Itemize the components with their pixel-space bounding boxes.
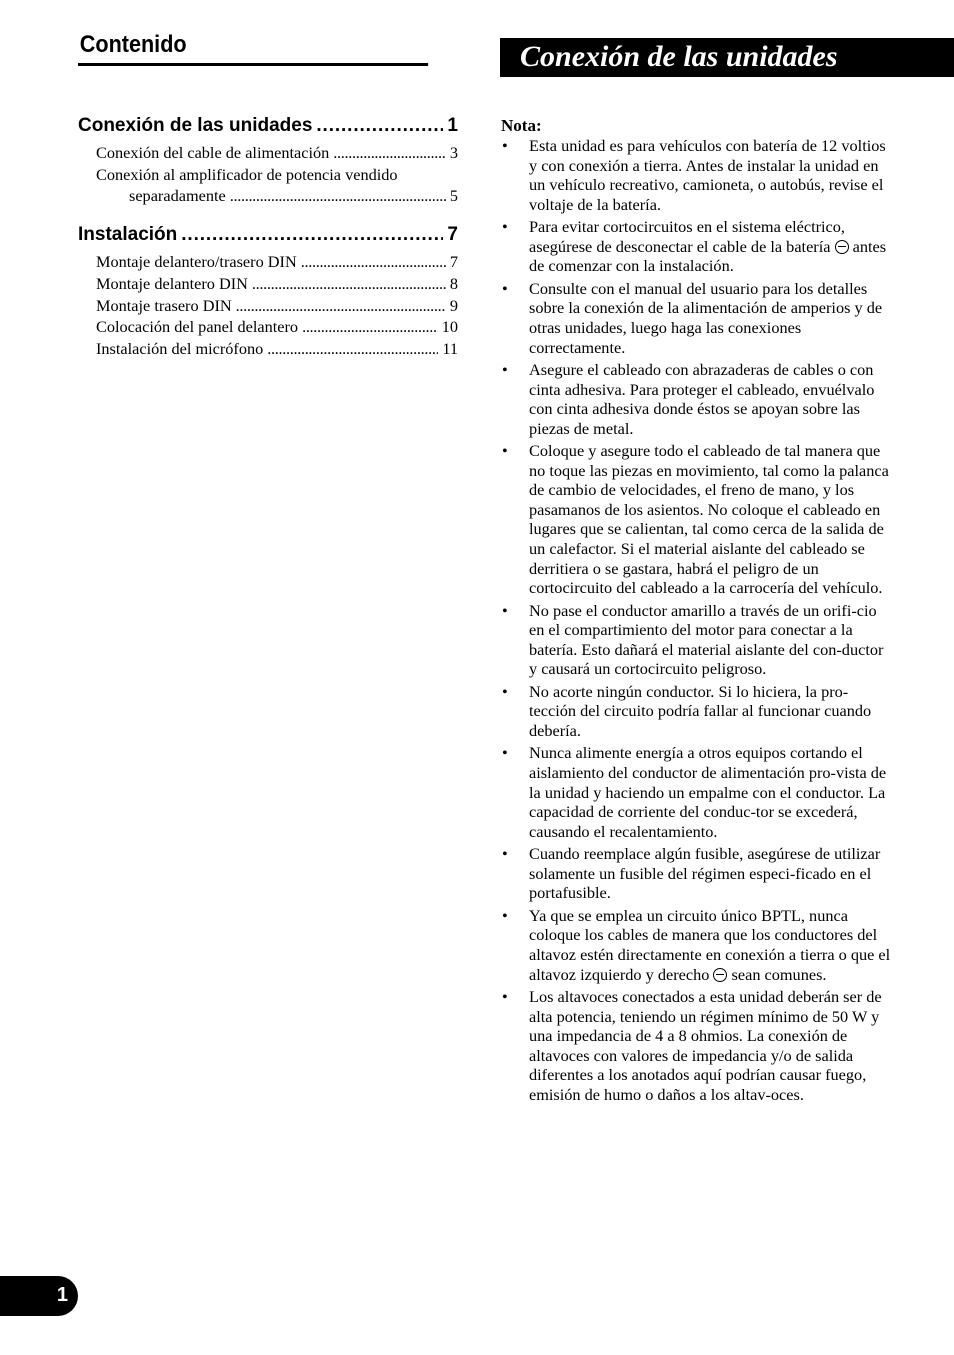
toc-section-connection <box>78 114 458 207</box>
toc-leader-dots <box>230 185 446 207</box>
bullet: • <box>502 905 508 925</box>
toc-entry-label: Montaje trasero DIN <box>96 295 232 315</box>
note-text: No acorte ningún conductor. Si lo hiciera, la pro-tección del circuito podría fallar al funcionar cuando debería. <box>529 681 872 740</box>
bullet: • <box>502 278 508 298</box>
note-text: Coloque y asegure todo el cableado de tal manera que no toque las piezas en movimiento, tal como la palanca de cambio de velocidades, el freno de mano, y los pasamanos de los asientos. No coloque el cableado en lugares que se calientan, tal como cerca de la salida de un calefactor. Si el material aislante del cableado se derritiera o se gastara, habrá el peligro de un cortocircuito del cableado a la carrocería del vehículo. <box>529 441 889 598</box>
toc-entry-front-panel[interactable] <box>78 316 458 338</box>
note-text: antes de comenzar con la instalación. <box>529 236 887 276</box>
list-item <box>501 136 891 214</box>
bullet: • <box>502 217 508 237</box>
toc-page-number: 11 <box>442 338 458 358</box>
toc-heading-installation[interactable] <box>78 223 458 247</box>
toc-entry-din-rear[interactable] <box>78 295 458 317</box>
section-header-bar <box>500 38 954 77</box>
list-item <box>501 987 891 1105</box>
list-item <box>501 360 891 438</box>
toc-entry-label: separadamente <box>129 186 226 206</box>
toc-leader-dots <box>181 223 443 247</box>
toc-entry-microphone[interactable] <box>78 338 458 360</box>
bullet: • <box>502 136 508 155</box>
list-item <box>501 601 891 679</box>
toc-leader-dots <box>316 114 443 138</box>
toc-entry-label: Colocación del panel delantero <box>96 317 299 337</box>
toc-page-number: 5 <box>449 186 458 206</box>
page-number-tab <box>0 1276 78 1316</box>
note-text: sean comunes. <box>731 964 827 984</box>
list-item <box>501 279 891 357</box>
toc-page-number: 7 <box>449 252 458 272</box>
contents-title: Contenido <box>78 28 428 66</box>
note-text: Ya que se emplea un circuito único BPTL, nunca coloque los cables de manera que los conductores del altavoz estén directamente en conexión a tierra o que el altavoz izquierdo y derecho <box>529 905 891 984</box>
bullet: • <box>502 844 508 864</box>
note-text: No pase el conductor amarillo a través de un orifi-cio en el compartimiento del motor para conectar a la batería. Esto dañará el material aislante del con-ductor y causará un cortocircuito peligroso. <box>529 600 884 679</box>
toc-page-number: 8 <box>449 273 458 293</box>
bullet: • <box>502 359 508 379</box>
notes-column <box>501 116 891 1107</box>
toc-section-installation <box>78 223 458 360</box>
note-text: Para evitar cortocircuitos en el sistema eléctrico, asegúrese de desconectar el cable de la batería <box>529 217 845 256</box>
toc-leader-dots <box>301 251 446 273</box>
toc-page-number: 3 <box>449 143 458 162</box>
toc-leader-dots <box>236 295 446 317</box>
toc-leader-dots <box>252 273 446 295</box>
toc-page-number: 7 <box>447 224 458 246</box>
section-header-title: Conexión de las unidades <box>520 40 838 73</box>
toc-heading-label: Instalación <box>78 224 178 246</box>
bullet: • <box>502 441 508 461</box>
list-item <box>501 682 891 741</box>
negative-terminal-icon <box>835 240 849 254</box>
table-of-contents <box>78 114 458 360</box>
toc-entry-din-front[interactable] <box>78 273 458 295</box>
list-item <box>501 906 891 984</box>
negative-terminal-icon <box>713 968 727 982</box>
contents-column <box>78 28 467 376</box>
toc-page-number: 9 <box>449 295 458 315</box>
toc-entry-label: Instalación del micrófono <box>96 338 264 358</box>
note-text: Consulte con el manual del usuario para los detalles sobre la conexión de la alimentación de amperios y de otras unidades, luego haga las conexiones correctamente. <box>529 278 883 357</box>
toc-heading-label: Conexión de las unidades <box>78 115 313 136</box>
list-item <box>501 441 891 598</box>
note-list <box>501 136 891 1104</box>
toc-leader-dots <box>267 338 438 360</box>
note-text: Cuando reemplace algún fusible, asegúrese de utilizar solamente un fusible del régimen especi-ficado en el portafusible. <box>529 844 881 903</box>
page-number: 1 <box>56 1284 68 1306</box>
bullet: • <box>502 600 508 620</box>
note-text: Esta unidad es para vehículos con batería de 12 voltios y con conexión a tierra. Antes de instalar la unidad en un vehículo recreativo, camioneta, o autobús, revise el voltaje de la batería. <box>529 136 886 214</box>
toc-page-number: 10 <box>441 317 458 337</box>
bullet: • <box>502 743 508 763</box>
note-text: Asegure el cableado con abrazaderas de cables o con cinta adhesiva. Para proteger el cableado, envuélvalo con cinta adhesiva donde éstos se apoyan sobre las piezas de metal. <box>529 359 875 438</box>
note-title: Nota: <box>501 116 542 135</box>
toc-entry-din-front-rear[interactable] <box>78 251 458 273</box>
toc-entry-label: Montaje delantero/trasero DIN <box>96 252 297 272</box>
list-item <box>501 844 891 903</box>
toc-leader-dots <box>333 142 446 164</box>
toc-entry-label: Conexión del cable de alimentación <box>96 143 330 162</box>
toc-page-number: 1 <box>447 115 458 136</box>
list-item <box>501 743 891 841</box>
bullet: • <box>502 986 508 1006</box>
toc-leader-dots <box>302 316 438 338</box>
toc-entry-amplifier-line1[interactable]: Conexión al amplificador de potencia vendido <box>96 164 398 184</box>
toc-heading-connection[interactable] <box>78 114 458 138</box>
note-text: Nunca alimente energía a otros equipos cortando el aislamiento del conductor de alimentación pro-vista de la unidad y haciendo un empalme con el conductor. La capacidad de corriente del conduc-tor se excederá, causando el recalentamiento. <box>529 743 887 841</box>
toc-entry-label: Montaje delantero DIN <box>96 273 248 293</box>
note-text: Los altavoces conectados a esta unidad deberán ser de alta potencia, teniendo un régimen mínimo de 50 W y una impedancia de 4 a 8 ohmios. La conexión de altavoces con valores de impedancia y/o de salida diferentes a los anotados aquí podrían causar fuego, emisión de humo o daños a los altav-oces. <box>529 986 882 1104</box>
toc-entry-power-cable[interactable] <box>78 142 458 164</box>
toc-entry-amplifier[interactable] <box>78 185 458 207</box>
bullet: • <box>502 681 508 701</box>
list-item <box>501 217 891 276</box>
